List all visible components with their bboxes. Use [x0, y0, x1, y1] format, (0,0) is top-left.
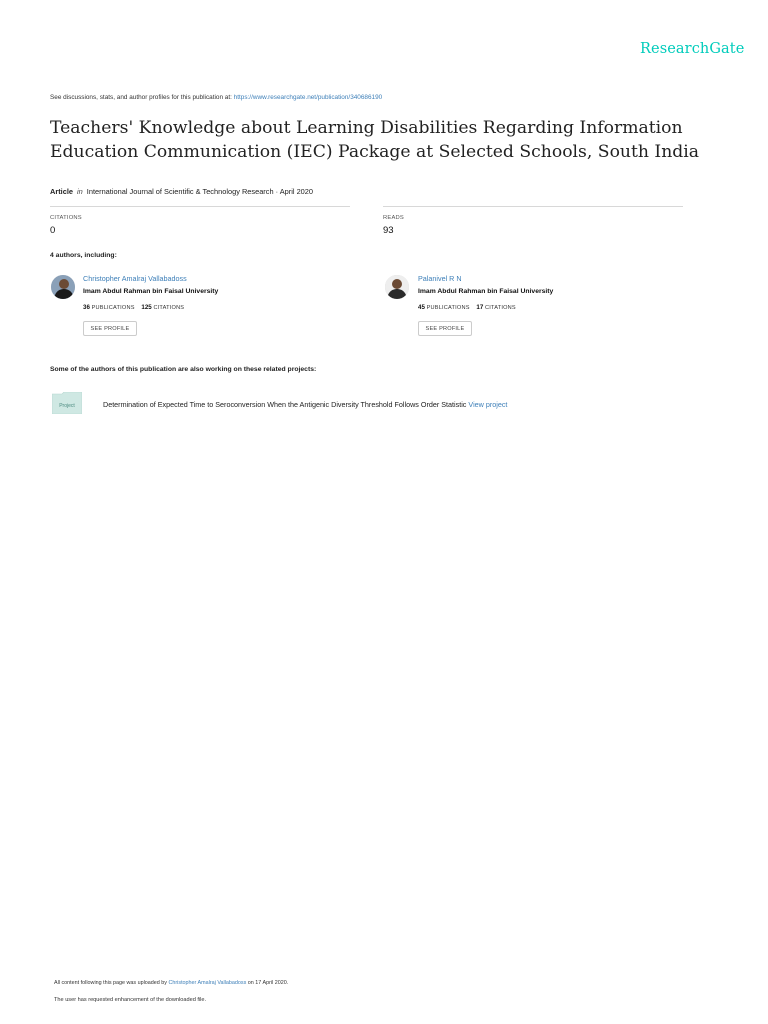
project-folder-icon: [52, 392, 82, 414]
enhancement-notice: The user has requested enhancement of the downloaded file.: [54, 997, 207, 1003]
author-stats: [418, 304, 521, 311]
author-citations-count: 125: [141, 304, 152, 311]
author-citations-label: CITATIONS: [485, 305, 516, 311]
discussion-text: See discussions, stats, and author profiles for this publication at:: [50, 94, 232, 101]
author-citations-label: CITATIONS: [153, 305, 185, 311]
uploader-link[interactable]: Christopher Amalraj Vallabadoss: [168, 980, 247, 986]
citations-label: CITATIONS: [50, 215, 82, 221]
author-publications-count: 36: [83, 304, 90, 311]
researchgate-logo[interactable]: ResearchGate: [640, 41, 745, 57]
publication-in: in: [77, 187, 83, 196]
person-icon: [51, 275, 75, 299]
citations-value: 0: [50, 225, 56, 236]
publication-title: Teachers' Knowledge about Learning Disabilities Regarding Information Education Communication (IEC) Package at Selected Schools, South India: [50, 118, 700, 162]
publication-url-link[interactable]: https://www.researchgate.net/publication/340686190: [233, 94, 383, 101]
project-item: [103, 400, 507, 409]
folder-icon: [52, 392, 82, 414]
reads-value: 93: [383, 225, 394, 236]
reads-label: READS: [383, 215, 404, 221]
author-avatar[interactable]: [51, 275, 75, 299]
divider-right: [383, 206, 683, 207]
publication-meta: [50, 187, 313, 196]
author-name-link[interactable]: Palanivel R N: [418, 274, 462, 283]
upload-suffix: on 17 April 2020.: [247, 980, 289, 986]
author-institution: Imam Abdul Rahman bin Faisal University: [418, 288, 554, 295]
author-citations-count: 17: [476, 304, 484, 311]
see-profile-button[interactable]: SEE PROFILE: [83, 321, 137, 336]
project-icon-label: Project: [59, 403, 75, 409]
discussion-notice: [50, 94, 382, 101]
see-profile-button[interactable]: SEE PROFILE: [418, 321, 472, 336]
authors-heading: 4 authors, including:: [50, 252, 117, 259]
publication-type: Article: [50, 187, 74, 196]
upload-prefix: All content following this page was uploaded by: [54, 980, 167, 986]
author-stats: [83, 304, 189, 311]
author-institution: Imam Abdul Rahman bin Faisal University: [83, 288, 219, 295]
author-publications-label: PUBLICATIONS: [91, 305, 135, 311]
upload-notice: [54, 980, 288, 986]
projects-heading: Some of the authors of this publication are also working on these related projects:: [50, 366, 317, 373]
author-publications-label: PUBLICATIONS: [426, 305, 470, 311]
author-avatar[interactable]: [385, 275, 409, 299]
project-title: Determination of Expected Time to Seroconversion When the Antigenic Diversity Threshold Follows Order Statistic: [103, 400, 467, 409]
view-project-link[interactable]: View project: [468, 400, 508, 409]
author-name-link[interactable]: Christopher Amalraj Vallabadoss: [83, 274, 187, 283]
divider-left: [50, 206, 350, 207]
publication-journal: International Journal of Scientific & Technology Research · April 2020: [86, 187, 314, 196]
author-publications-count: 45: [418, 304, 425, 311]
person-icon: [385, 275, 409, 299]
